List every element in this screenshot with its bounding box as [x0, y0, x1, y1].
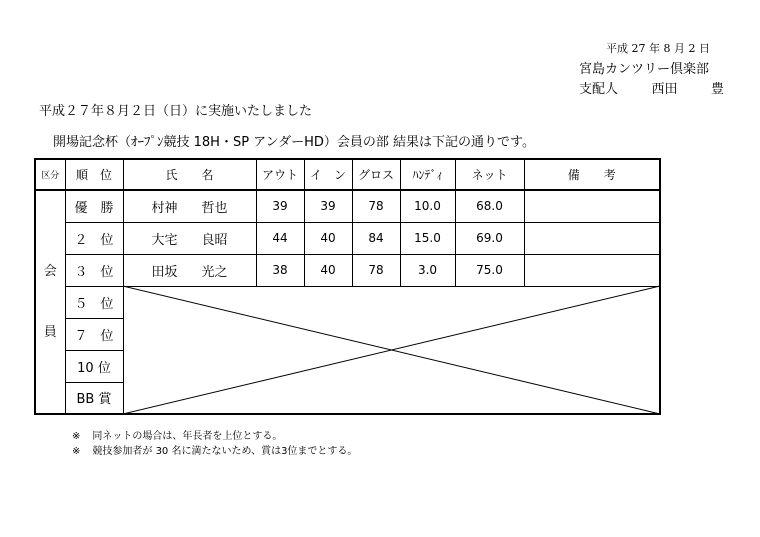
remarks-cell	[524, 222, 660, 254]
representative-family-name: 西田	[651, 82, 678, 97]
footnote	[72, 444, 357, 459]
table-header-row	[35, 159, 660, 190]
header-remarks: 備 考	[524, 159, 660, 190]
rank-cell: ２ 位	[65, 222, 123, 254]
net-cell: 68.0	[455, 190, 524, 222]
gross-cell: 78	[352, 254, 400, 286]
footnote-text: 同ネットの場合は、年長者を上位とする。	[92, 431, 283, 442]
intro-sentence: 平成２７年８月２日（日）に実施いたしました	[39, 104, 313, 119]
representative	[579, 78, 724, 97]
remarks-cell	[524, 254, 660, 286]
family-name: 大宅	[151, 232, 178, 248]
given-name: 光之	[201, 264, 228, 280]
rank-cell: ３ 位	[65, 254, 123, 286]
family-name: 田坂	[151, 264, 178, 280]
footnote-mark: ※	[72, 446, 81, 457]
results-table	[34, 158, 661, 415]
section-char: 会	[43, 264, 57, 279]
rank-cell: ５ 位	[65, 286, 123, 318]
gross-cell: 78	[352, 190, 400, 222]
crossed-out-area	[123, 286, 660, 414]
representative-title: 支配人	[579, 82, 619, 97]
header-name: 氏 名	[123, 159, 256, 190]
section-cell	[35, 190, 65, 414]
header-gross: グロス	[352, 159, 400, 190]
in-cell: 40	[304, 254, 352, 286]
header-net: ネット	[455, 159, 524, 190]
table-row	[35, 286, 660, 318]
out-cell: 38	[256, 254, 304, 286]
in-cell: 39	[304, 190, 352, 222]
results-caption: 開場記念杯（ｵｰﾌﾟﾝ競技 18H・SP アンダーHD）会員の部 結果は下記の通りです。	[53, 135, 536, 150]
footnote	[72, 429, 357, 444]
name-cell	[123, 222, 256, 254]
in-cell: 40	[304, 222, 352, 254]
rank-cell: BB 賞	[65, 382, 123, 414]
given-name: 良昭	[201, 232, 228, 248]
gross-cell: 84	[352, 222, 400, 254]
name-cell	[123, 254, 256, 286]
remarks-cell	[524, 190, 660, 222]
net-cell: 69.0	[455, 222, 524, 254]
given-name: 哲也	[201, 200, 228, 216]
rank-cell: ７ 位	[65, 318, 123, 350]
out-cell: 39	[256, 190, 304, 222]
header-in: イ ン	[304, 159, 352, 190]
issue-date: 平成 27 年 8 月 2 日	[606, 42, 710, 55]
footnote-mark: ※	[72, 431, 81, 442]
footnotes	[72, 429, 357, 459]
representative-given-name: 豊	[710, 82, 724, 97]
header-rank: 順 位	[65, 159, 123, 190]
out-cell: 44	[256, 222, 304, 254]
handicap-cell: 3.0	[400, 254, 455, 286]
section-char: 員	[43, 325, 57, 340]
family-name: 村神	[151, 200, 178, 216]
net-cell: 75.0	[455, 254, 524, 286]
rank-cell: 10 位	[65, 350, 123, 382]
table-row	[35, 254, 660, 286]
table-row	[35, 222, 660, 254]
organization-name: 宮島カンツリー倶楽部	[579, 62, 710, 77]
header-out: アウト	[256, 159, 304, 190]
name-cell	[123, 190, 256, 222]
handicap-cell: 10.0	[400, 190, 455, 222]
header-handicap: ﾊﾝﾃﾞｨ	[400, 159, 455, 190]
handicap-cell: 15.0	[400, 222, 455, 254]
table-row	[35, 190, 660, 222]
footnote-text: 競技参加者が 30 名に満たないため、賞は3位までとする。	[92, 446, 358, 457]
rank-cell: 優 勝	[65, 190, 123, 222]
header-section: 区分	[35, 159, 65, 190]
